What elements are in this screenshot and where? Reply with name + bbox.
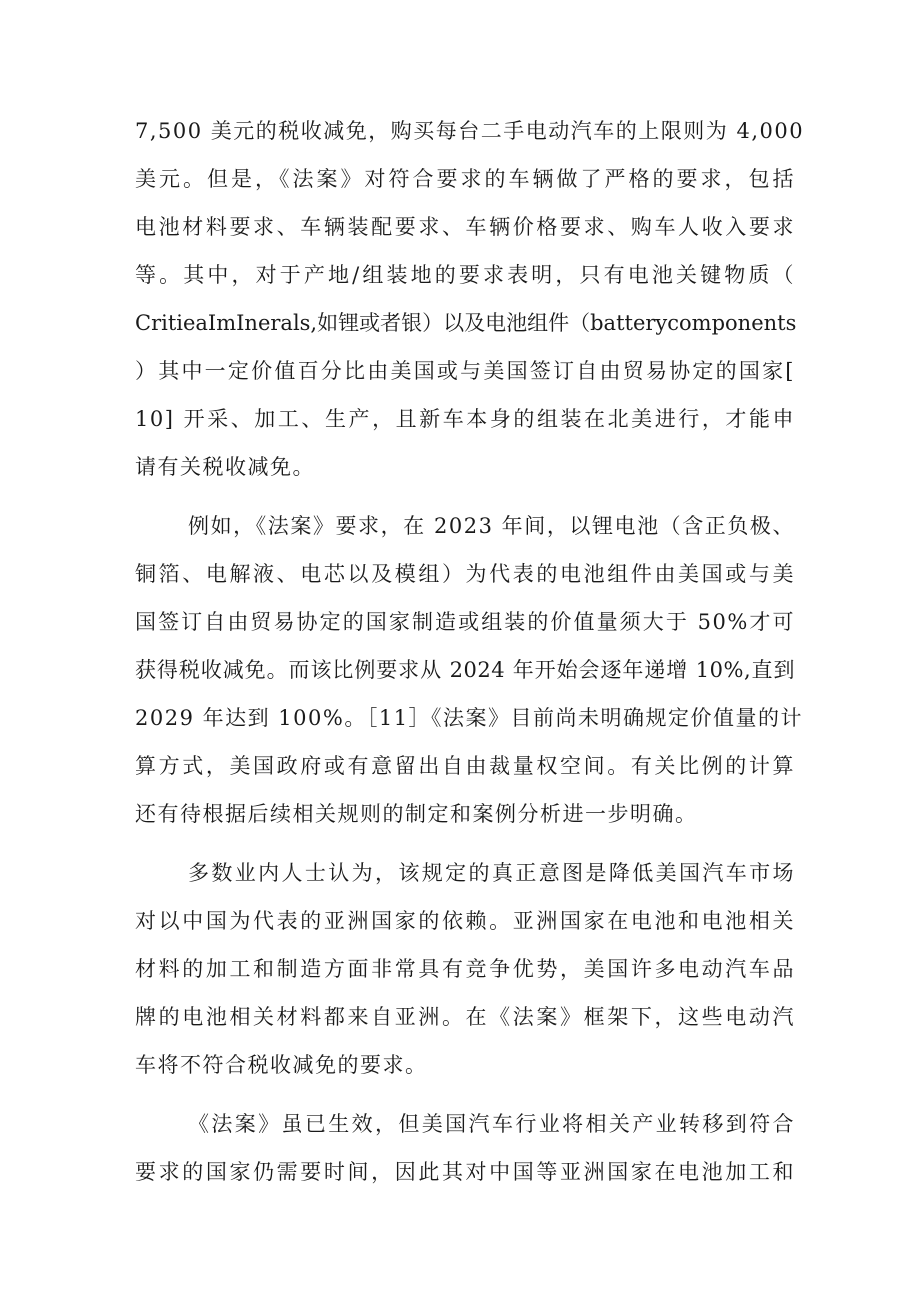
- body-text-line: 请有关税收减免。: [135, 455, 315, 479]
- body-text-line: 例如，《法案》要求，在 2023 年间，以锂电池（含正负极、: [188, 514, 795, 538]
- body-text-line: 《法案》虽已生效，但美国汽车行业将相关产业转移到符合: [188, 1112, 795, 1136]
- body-text-line: 获得税收减免。而该比例要求从 2024 年开始会逐年递增 10%,直到: [135, 658, 795, 682]
- body-text-line: 美元。但是，《法案》对符合要求的车辆做了严格的要求，包括: [135, 167, 795, 191]
- body-text-line: 还有待根据后续相关规则的制定和案例分析进一步明确。: [135, 802, 698, 826]
- body-text-line: 等。其中，对于产地/组装地的要求表明，只有电池关键物质（: [135, 263, 795, 287]
- body-text-line: 铜箔、电解液、电芯以及模组）为代表的电池组件由美国或与美: [135, 562, 795, 586]
- body-text-line: 10] 开采、加工、生产，且新车本身的组装在北美进行，才能申: [135, 407, 795, 431]
- body-text-line: 对以中国为代表的亚洲国家的依赖。亚洲国家在电池和电池相关: [135, 909, 795, 933]
- body-text-line: 7,500 美元的税收减免，购买每台二手电动汽车的上限则为 4,000: [135, 119, 805, 143]
- body-text-line: 牌的电池相关材料都来自亚洲。在《法案》框架下，这些电动汽: [135, 1005, 795, 1029]
- body-text-line: 要求的国家仍需要时间，因此其对中国等亚洲国家在电池加工和: [135, 1160, 795, 1184]
- body-text-line: 车将不符合税收减免的要求。: [135, 1053, 428, 1077]
- body-text-line: 多数业内人士认为，该规定的真正意图是降低美国汽车市场: [188, 861, 795, 885]
- body-text-line: CritieaImInerals,如锂或者银）以及电池组件（batterycomponents: [135, 311, 797, 335]
- body-text-line: 电池材料要求、车辆装配要求、车辆价格要求、购车人收入要求: [135, 215, 795, 239]
- body-text-line: 2029 年达到 100%。［11］《法案》目前尚未明确规定价值量的计: [135, 706, 804, 730]
- body-text-line: 国签订自由贸易协定的国家制造或组装的价值量须大于 50%才可: [135, 610, 795, 634]
- body-text-line: ）其中一定价值百分比由美国或与美国签订自由贸易协定的国家[: [135, 359, 795, 383]
- body-text-line: 算方式，美国政府或有意留出自由裁量权空间。有关比例的计算: [135, 754, 795, 778]
- body-text-line: 材料的加工和制造方面非常具有竞争优势，美国许多电动汽车品: [135, 957, 795, 981]
